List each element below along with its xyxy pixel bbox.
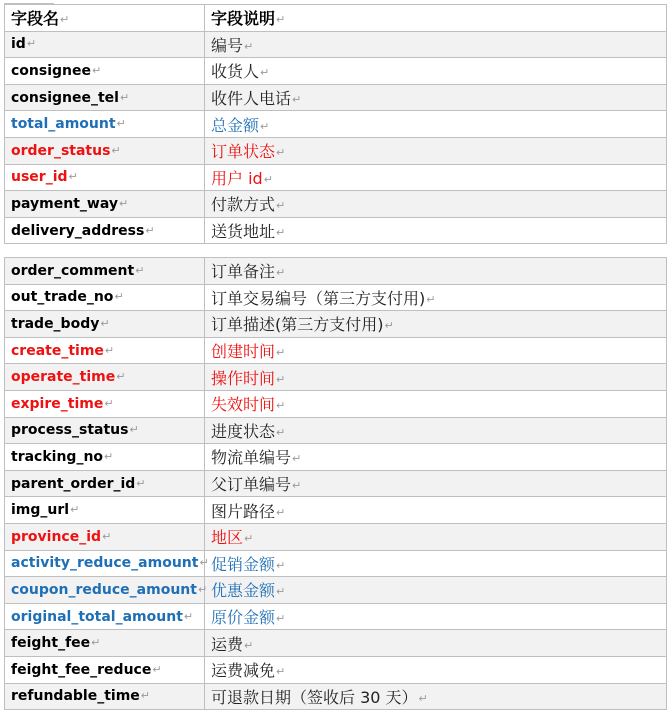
- field-desc: 订单交易编号（第三方支付用): [211, 288, 426, 308]
- paragraph-mark: ↵: [129, 423, 139, 437]
- field-desc: 订单状态: [211, 142, 276, 162]
- field-name: operate_time: [11, 369, 116, 386]
- field-name-cell: [5, 311, 205, 338]
- table-row: [5, 164, 667, 191]
- paragraph-mark: ↵: [119, 90, 130, 104]
- field-name: consignee_tel: [11, 89, 119, 106]
- table-row: [5, 111, 667, 138]
- paragraph-mark: ↵: [276, 558, 286, 572]
- paragraph-mark: ↵: [135, 263, 145, 277]
- field-desc: 原价金额: [211, 608, 276, 628]
- field-desc-cell: [205, 577, 667, 604]
- field-name-cell: [5, 497, 205, 524]
- field-desc: 图片路径: [211, 501, 276, 521]
- field-desc-cell: [205, 683, 667, 710]
- field-table-1: [4, 4, 667, 244]
- table-header-row: [5, 5, 667, 32]
- table-row: [5, 191, 667, 218]
- field-desc-cell: [205, 31, 667, 58]
- field-desc: 操作时间: [211, 368, 276, 388]
- field-desc-cell: [205, 191, 667, 218]
- field-name-cell: [5, 137, 205, 164]
- field-desc-cell: [205, 523, 667, 550]
- field-name-cell: [5, 284, 205, 311]
- paragraph-mark: ↵: [152, 662, 162, 676]
- field-name: original_total_amount: [11, 608, 183, 625]
- paragraph-mark: ↵: [197, 582, 208, 596]
- table-row: [5, 444, 667, 471]
- field-name-cell: [5, 364, 205, 391]
- field-desc: 创建时间: [211, 342, 276, 362]
- table-row: [5, 470, 667, 497]
- header-field-name: 字段名↵: [5, 5, 205, 32]
- field-name: delivery_address: [11, 222, 145, 239]
- paragraph-mark: ↵: [276, 399, 286, 413]
- paragraph-mark: ↵: [276, 585, 286, 599]
- field-desc: 订单描述(第三方支付用): [211, 315, 384, 335]
- field-name-cell: [5, 390, 205, 417]
- paragraph-mark: ↵: [292, 93, 302, 107]
- paragraph-mark: ↵: [114, 290, 124, 304]
- table-row: [5, 417, 667, 444]
- field-name-cell: [5, 31, 205, 58]
- field-desc: 运费: [211, 634, 244, 654]
- paragraph-mark: ↵: [104, 449, 114, 463]
- field-table-2: [4, 257, 667, 710]
- paragraph-mark: ↵: [91, 636, 101, 650]
- field-name: province_id: [11, 528, 102, 545]
- paragraph-mark: ↵: [276, 146, 286, 160]
- field-desc-cell: [205, 111, 667, 138]
- table-row: [5, 84, 667, 111]
- table-row: [5, 58, 667, 85]
- field-name-cell: [5, 111, 205, 138]
- field-name-cell: [5, 217, 205, 244]
- paragraph-mark: ↵: [244, 39, 254, 53]
- field-desc: 进度状态: [211, 421, 276, 441]
- paragraph-mark: ↵: [263, 172, 273, 186]
- paragraph-mark: ↵: [292, 452, 302, 466]
- table-row: [5, 683, 667, 710]
- paragraph-mark: ↵: [276, 199, 286, 213]
- field-desc: 收货人: [211, 62, 260, 82]
- field-name-cell: [5, 84, 205, 111]
- field-name-cell: [5, 523, 205, 550]
- field-desc-cell: [205, 603, 667, 630]
- field-desc: 用户 id: [211, 168, 263, 188]
- paragraph-mark: ↵: [384, 319, 394, 333]
- field-name: total_amount: [11, 116, 116, 133]
- paragraph-mark: ↵: [104, 396, 114, 410]
- field-name: order_status: [11, 142, 111, 159]
- field-name: parent_order_id: [11, 475, 136, 492]
- field-name-cell: [5, 58, 205, 85]
- field-desc-cell: [205, 58, 667, 85]
- field-name: order_comment: [11, 262, 135, 279]
- table-row: [5, 603, 667, 630]
- field-desc-cell: [205, 550, 667, 577]
- field-name-cell: [5, 550, 209, 577]
- field-desc-cell: [205, 284, 667, 311]
- field-desc-cell: [205, 656, 667, 683]
- field-name-cell: [5, 470, 205, 497]
- field-name: process_status: [11, 422, 129, 439]
- table-row: [5, 390, 667, 417]
- paragraph-mark: ↵: [140, 689, 151, 703]
- field-name-cell: [5, 337, 205, 364]
- paragraph-mark: ↵: [244, 532, 254, 546]
- field-desc-cell: [205, 217, 667, 244]
- paragraph-mark: ↵: [276, 665, 286, 679]
- table-row: [5, 364, 667, 391]
- table-row: [5, 137, 667, 164]
- paragraph-mark: ↵: [102, 529, 112, 543]
- field-desc-cell: [205, 497, 667, 524]
- paragraph-mark: ↵: [276, 226, 286, 240]
- field-name-cell: [5, 577, 208, 604]
- paragraph-mark: ↵: [70, 503, 80, 517]
- paragraph-mark: ↵: [276, 266, 286, 280]
- header-field-desc: 字段说明↵: [205, 5, 667, 32]
- field-desc-cell: [205, 630, 667, 657]
- field-desc: 促销金额: [211, 554, 276, 574]
- paragraph-mark: ↵: [111, 143, 121, 157]
- paragraph-mark: ↵: [116, 370, 126, 384]
- field-name: tracking_no: [11, 448, 104, 465]
- field-desc: 可退款日期（签收后 30 天）: [211, 687, 418, 707]
- field-name-cell: [5, 630, 205, 657]
- field-name-cell: [5, 417, 205, 444]
- table-row: [5, 337, 667, 364]
- table-row: [5, 523, 667, 550]
- field-desc: 收件人电话: [211, 89, 292, 109]
- field-name-cell: [5, 683, 205, 710]
- field-name: id: [11, 36, 26, 53]
- field-desc-cell: [205, 470, 667, 497]
- paragraph-mark: ↵: [260, 66, 270, 80]
- field-name: activity_reduce_amount: [11, 555, 199, 572]
- field-desc: 失效时间: [211, 395, 276, 415]
- field-desc: 订单备注: [211, 262, 276, 282]
- table-row: [5, 550, 667, 577]
- field-desc: 编号: [211, 35, 244, 55]
- table-row: [5, 258, 667, 285]
- field-desc: 送货地址: [211, 222, 276, 242]
- field-name: consignee: [11, 62, 91, 79]
- paragraph-mark: ↵: [100, 316, 110, 330]
- field-name: expire_time: [11, 395, 104, 412]
- field-name: out_trade_no: [11, 289, 114, 306]
- paragraph-mark: ↵: [276, 425, 286, 439]
- paragraph-mark: ↵: [183, 609, 194, 623]
- field-name-cell: [5, 656, 205, 683]
- table-row: [5, 656, 667, 683]
- table-row: [5, 497, 667, 524]
- field-name: img_url: [11, 502, 70, 519]
- paragraph-mark: ↵: [276, 612, 286, 626]
- paragraph-mark: ↵: [426, 292, 436, 306]
- paragraph-mark: ↵: [92, 63, 102, 77]
- field-desc-cell: [205, 417, 667, 444]
- field-name: payment_way: [11, 195, 118, 212]
- table-row: [5, 630, 667, 657]
- paragraph-mark: ↵: [68, 170, 78, 184]
- field-name-cell: [5, 164, 205, 191]
- field-name: user_id: [11, 169, 68, 186]
- paragraph-mark: ↵: [292, 479, 302, 493]
- field-desc-cell: [205, 337, 667, 364]
- table-row: [5, 217, 667, 244]
- field-desc-cell: [205, 137, 667, 164]
- field-desc: 优惠金额: [211, 581, 276, 601]
- field-name: create_time: [11, 342, 104, 359]
- paragraph-mark: ↵: [260, 119, 270, 133]
- paragraph-mark: ↵: [276, 372, 286, 386]
- field-name-cell: [5, 444, 205, 471]
- paragraph-mark: ↵: [118, 196, 129, 210]
- field-desc: 地区: [211, 528, 244, 548]
- field-desc-cell: [205, 164, 667, 191]
- paragraph-mark: ↵: [26, 37, 37, 51]
- table-row: [5, 311, 667, 338]
- field-name: feight_fee: [11, 635, 91, 652]
- field-desc-cell: [205, 258, 667, 285]
- field-name: coupon_reduce_amount: [11, 581, 197, 598]
- paragraph-mark: ↵: [418, 691, 428, 705]
- paragraph-mark: ↵: [116, 117, 126, 131]
- paragraph-mark: ↵: [104, 343, 115, 357]
- paragraph-mark: ↵: [145, 223, 155, 237]
- field-desc-cell: [205, 84, 667, 111]
- field-desc: 父订单编号: [211, 475, 292, 495]
- paragraph-mark: ↵: [276, 505, 286, 519]
- paragraph-mark: ↵: [276, 346, 286, 360]
- field-name: refundable_time: [11, 688, 140, 705]
- field-name-cell: [5, 191, 205, 218]
- field-desc-cell: [205, 311, 667, 338]
- field-desc-cell: [205, 364, 667, 391]
- field-desc: 物流单编号: [211, 448, 292, 468]
- table-row: [5, 31, 667, 58]
- field-name-cell: [5, 258, 205, 285]
- field-desc-cell: [205, 390, 667, 417]
- paragraph-mark: ↵: [244, 638, 254, 652]
- field-desc-cell: [205, 444, 667, 471]
- field-name: trade_body: [11, 315, 100, 332]
- table-row: [5, 284, 667, 311]
- table-row: [5, 577, 667, 604]
- paragraph-mark: ↵: [136, 476, 146, 490]
- field-desc: 付款方式: [211, 195, 276, 215]
- field-desc: 总金额: [211, 115, 260, 135]
- paragraph-mark: ↵: [199, 556, 209, 570]
- field-name-cell: [5, 603, 205, 630]
- field-name: feight_fee_reduce: [11, 661, 152, 678]
- field-desc: 运费减免: [211, 661, 276, 681]
